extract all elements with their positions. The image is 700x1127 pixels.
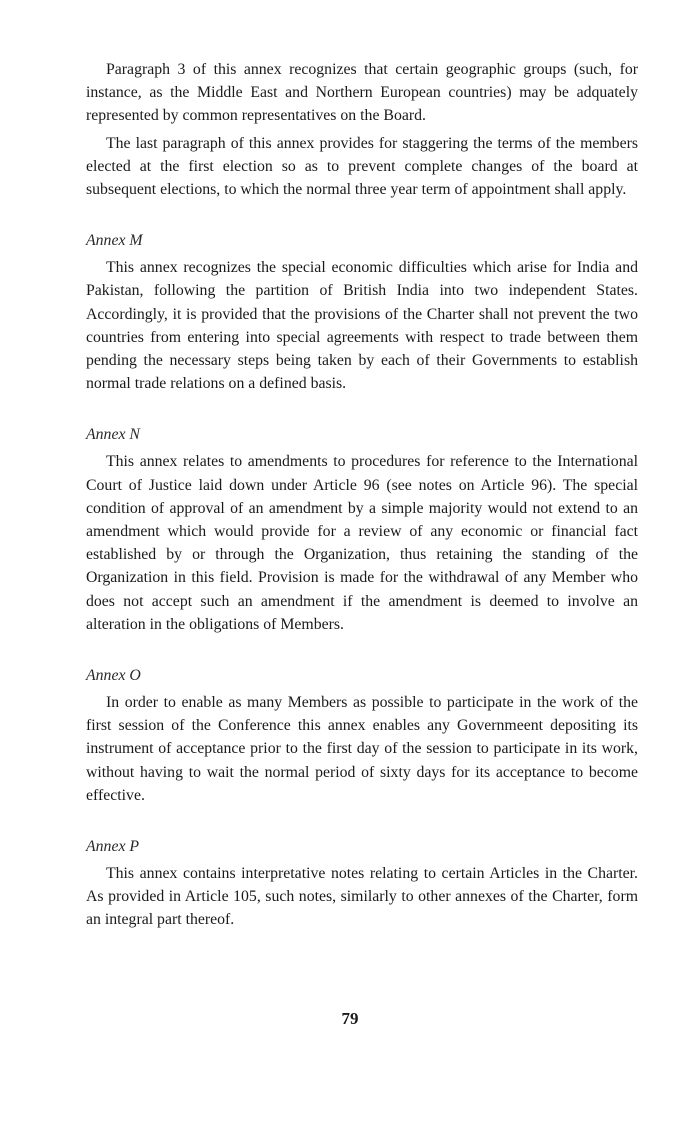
annex-o-text: In order to enable as many Members as possible to participate in the work of the first session of the Conference this annex enables any Governmeent depositing its instrument of acceptance prior to the first day of the session to participate in its work, without having to wait the normal period of sixty days for its acceptance to become effective. xyxy=(86,694,638,804)
annex-p-text: This annex contains interpretative notes relating to certain Articles in the Charter. As provided in Article 105, such notes, similarly to other annexes of the Charter, form an integral part thereof. xyxy=(86,865,638,929)
annex-m-text: This annex recognizes the special economic difficulties which arise for India and Pakistan, following the partition of British India into two independent States. Accordingly, it is provided that the provisions of the Charter shall not prevent the two countries from entering into special agreements with respect to trade between them pending the necessary steps being taken by each of their Governments to establish normal trade relations on a defined basis. xyxy=(86,259,638,393)
intro-paragraph-2: The last paragraph of this annex provides for staggering the terms of the members elected at the first election so as to prevent complete changes of the board at subsequent elections, to which the normal three year term of appointment shall apply. xyxy=(86,134,638,199)
intro-paragraph-1: Paragraph 3 of this annex recognizes that certain geographic groups (such, for instance, as the Middle East and Northern European countries) may be adquately represented by common representatives on the Board. xyxy=(86,61,638,125)
annex-n-heading: Annex N xyxy=(86,426,140,444)
annex-n-text: This annex relates to amendments to procedures for reference to the International Court of Justice laid down under Article 96 (see notes on Article 96). The special condition of approval of an amendment by a simple majority would not extend to an amendment which would provide for a review of any economic or financial fact established by or through the Organization, thus retaining the standing of the Organization in this field. Provision is made for the withdrawal of any Member who does not accept such an amendment if the amendment is deemed to involve an alteration in the obligations of Members. xyxy=(86,453,638,633)
annex-m-heading: Annex M xyxy=(86,232,143,250)
page-number: 79 xyxy=(341,1009,359,1028)
annex-p-section xyxy=(86,835,638,932)
annex-p-heading: Annex P xyxy=(86,838,140,856)
document-page xyxy=(86,58,638,932)
annex-n-section xyxy=(86,423,638,636)
annex-o-heading: Annex O xyxy=(86,667,141,685)
annex-o-section xyxy=(86,664,638,807)
annex-m-section xyxy=(86,229,638,395)
intro-block xyxy=(86,58,638,201)
